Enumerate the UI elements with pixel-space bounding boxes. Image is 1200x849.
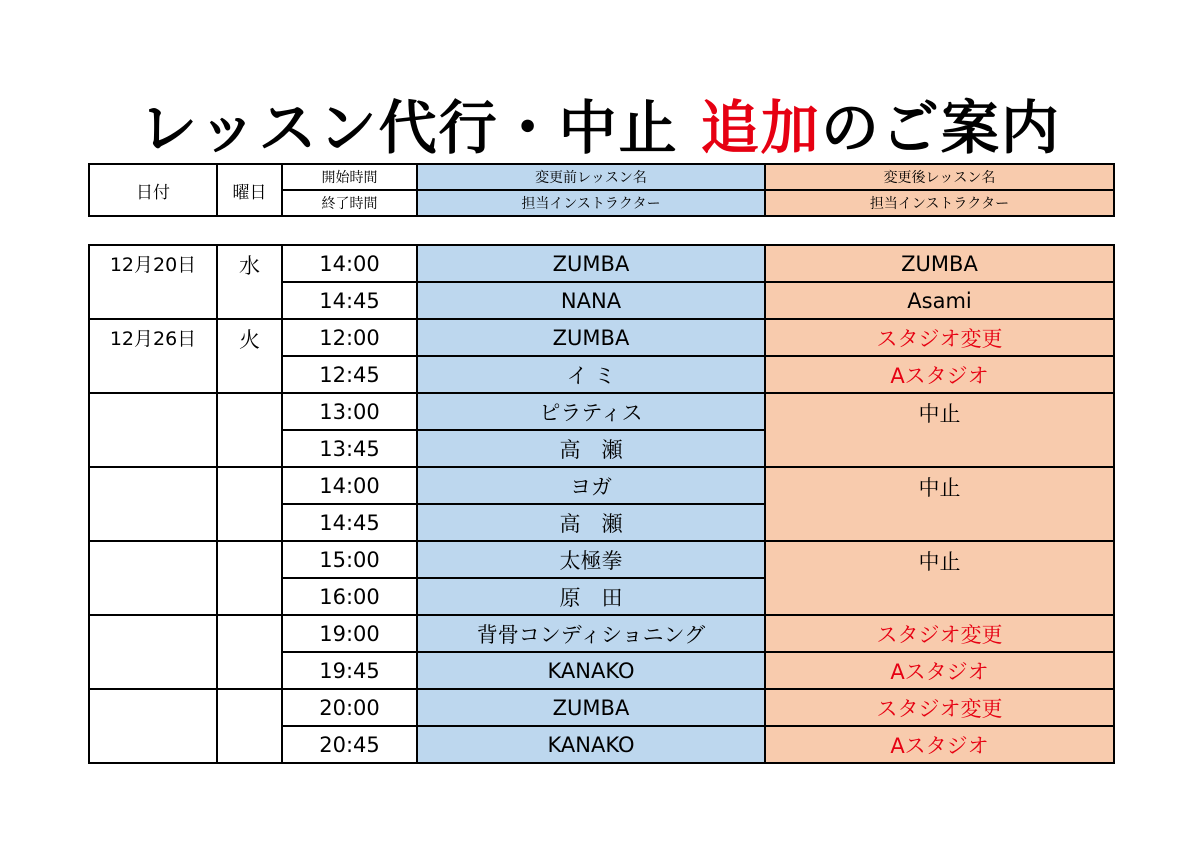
end-time-cell: 19:45 [282,652,417,689]
lesson-cell: ピラティス [417,393,765,430]
lesson-cell: 太極拳 [417,541,765,578]
start-time-cell: 12:00 [282,319,417,356]
instructor-cell: 高 瀬 [417,504,765,541]
instructor-cell: 原 田 [417,578,765,615]
day-cell [217,393,282,467]
after-lesson-cell: 中止 [765,541,1114,615]
date-cell [89,393,217,467]
end-time-cell: 16:00 [282,578,417,615]
title-part1: レッスン代行・中止 [139,94,701,162]
header-before-lesson: 変更前レッスン名 [417,164,765,190]
date-cell [89,615,217,689]
after-lesson-cell: スタジオ変更 [765,689,1114,726]
title-part2: のご案内 [820,94,1061,162]
after-lesson-cell: スタジオ変更 [765,319,1114,356]
header-date: 日付 [89,164,217,216]
after-instructor-cell: Asami [765,282,1114,319]
table-row [89,541,1114,578]
instructor-cell: 高 瀬 [417,430,765,467]
day-cell: 水 [217,245,282,319]
header-day: 曜日 [217,164,282,216]
start-time-cell: 15:00 [282,541,417,578]
after-lesson-cell: スタジオ変更 [765,615,1114,652]
instructor-cell: NANA [417,282,765,319]
instructor-cell: KANAKO [417,726,765,763]
header-row-1 [89,164,1114,190]
schedule-table [88,244,1115,764]
lesson-cell: ZUMBA [417,245,765,282]
title-accent: 追加 [700,94,821,162]
header-start-time: 開始時間 [282,164,417,190]
day-cell: 火 [217,319,282,393]
header-end-time: 終了時間 [282,190,417,216]
after-instructor-cell: Aスタジオ [765,652,1114,689]
start-time-cell: 14:00 [282,467,417,504]
page-title [0,92,1200,164]
after-instructor-cell: Aスタジオ [765,356,1114,393]
lesson-cell: ZUMBA [417,689,765,726]
start-time-cell: 20:00 [282,689,417,726]
day-cell [217,689,282,763]
end-time-cell: 20:45 [282,726,417,763]
header-before-instructor: 担当インストラクター [417,190,765,216]
lesson-cell: 背骨コンディショニング [417,615,765,652]
day-cell [217,541,282,615]
day-cell [217,467,282,541]
table-row [89,393,1114,430]
end-time-cell: 12:45 [282,356,417,393]
lesson-cell: ヨガ [417,467,765,504]
end-time-cell: 13:45 [282,430,417,467]
lesson-cell: ZUMBA [417,319,765,356]
instructor-cell: イ ミ [417,356,765,393]
date-cell [89,467,217,541]
after-lesson-cell: 中止 [765,393,1114,467]
table-row [89,689,1114,726]
header-after-instructor: 担当インストラクター [765,190,1114,216]
table-row [89,615,1114,652]
schedule-body [89,245,1114,763]
after-instructor-cell: Aスタジオ [765,726,1114,763]
table-row [89,467,1114,504]
header-table [88,163,1115,217]
after-lesson-cell: 中止 [765,467,1114,541]
start-time-cell: 19:00 [282,615,417,652]
date-cell: 12月20日 [89,245,217,319]
date-cell: 12月26日 [89,319,217,393]
after-lesson-cell: ZUMBA [765,245,1114,282]
header-after-lesson: 変更後レッスン名 [765,164,1114,190]
date-cell [89,541,217,615]
table-row [89,319,1114,356]
date-cell [89,689,217,763]
instructor-cell: KANAKO [417,652,765,689]
table-row [89,245,1114,282]
end-time-cell: 14:45 [282,282,417,319]
day-cell [217,615,282,689]
start-time-cell: 14:00 [282,245,417,282]
end-time-cell: 14:45 [282,504,417,541]
start-time-cell: 13:00 [282,393,417,430]
